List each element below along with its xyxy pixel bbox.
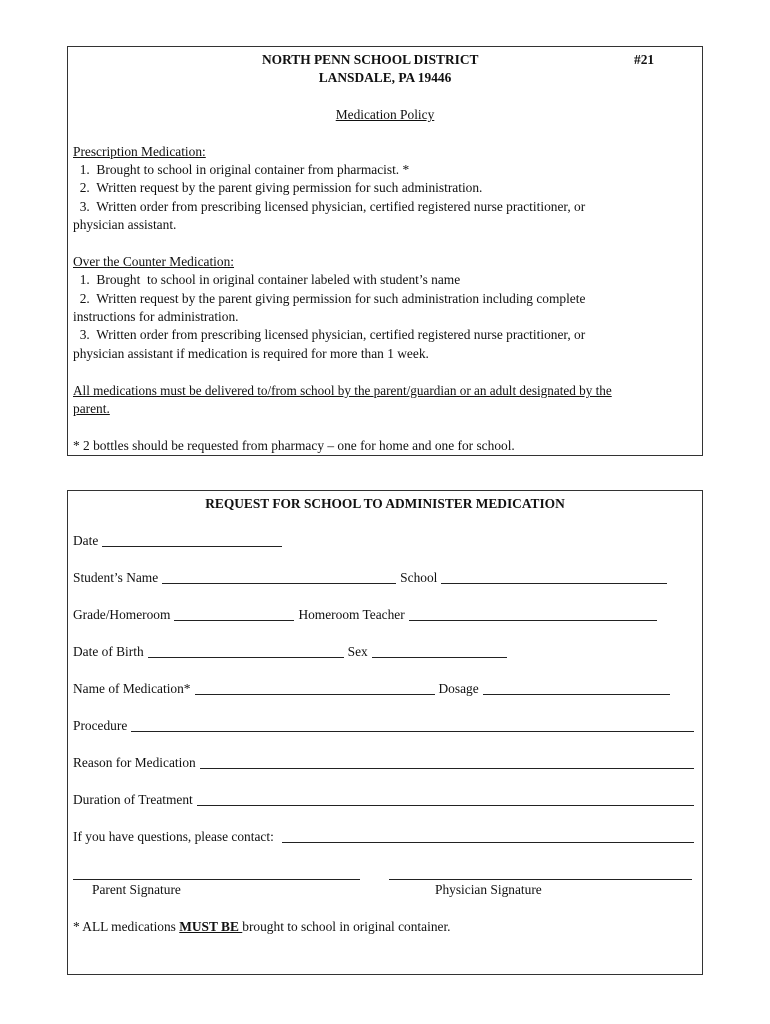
student-row: [73, 568, 694, 586]
district-address: LANSDALE, PA 19446: [318, 70, 452, 85]
procedure-row: [73, 716, 694, 734]
prescription-item-3-cont: physician assistant.: [73, 217, 177, 232]
otc-item-2: 2. Written request by the parent giving permission for such administration including complete: [73, 291, 586, 306]
dosage-label: Dosage: [438, 681, 479, 696]
note-suffix: brought to school in original container.: [242, 919, 451, 934]
medication-row: [73, 679, 694, 697]
form-number: #21: [634, 52, 655, 67]
delivery-rule-cont: parent.: [73, 401, 110, 416]
prescription-item-1: 1. Brought to school in original container from pharmacist. *: [73, 162, 410, 177]
parent-signature-label: Parent Signature: [92, 882, 181, 897]
grade-field[interactable]: [174, 607, 294, 621]
date-field[interactable]: [102, 533, 282, 547]
medication-name-label: Name of Medication*: [73, 681, 191, 696]
note-emphasis: MUST BE: [179, 919, 243, 934]
contact-row: [73, 827, 694, 845]
duration-field[interactable]: [197, 792, 694, 806]
district-name: NORTH PENN SCHOOL DISTRICT: [262, 52, 479, 67]
student-name-field[interactable]: [162, 570, 396, 584]
physician-signature-label: Physician Signature: [435, 882, 542, 897]
dob-field[interactable]: [148, 644, 344, 658]
medication-name-field[interactable]: [195, 681, 435, 695]
sex-label: Sex: [347, 644, 368, 659]
duration-label: Duration of Treatment: [73, 792, 193, 807]
dob-row: [73, 642, 694, 660]
date-row: [73, 531, 694, 549]
procedure-field[interactable]: [131, 718, 694, 732]
school-field[interactable]: [441, 570, 667, 584]
grade-row: [73, 605, 694, 623]
homeroom-teacher-field[interactable]: [409, 607, 657, 621]
physician-signature-line[interactable]: [389, 879, 692, 880]
dosage-field[interactable]: [483, 681, 670, 695]
otc-item-1: 1. Brought to school in original container labeled with student’s name: [73, 272, 461, 287]
delivery-rule: All medications must be delivered to/from school by the parent/guardian or an adult designated by the: [73, 383, 612, 398]
reason-field[interactable]: [200, 755, 694, 769]
grade-label: Grade/Homeroom: [73, 607, 171, 622]
parent-signature-line[interactable]: [73, 879, 360, 880]
bottles-footnote: * 2 bottles should be requested from pharmacy – one for home and one for school.: [73, 438, 515, 453]
reason-label: Reason for Medication: [73, 755, 196, 770]
reason-row: [73, 753, 694, 771]
otc-heading: Over the Counter Medication:: [73, 254, 235, 269]
prescription-heading: Prescription Medication:: [73, 144, 206, 159]
homeroom-teacher-label: Homeroom Teacher: [298, 607, 405, 622]
contact-label: If you have questions, please contact:: [73, 829, 274, 844]
prescription-item-3: 3. Written order from prescribing licensed physician, certified registered nurse practitioner, or: [73, 199, 586, 214]
sex-field[interactable]: [372, 644, 507, 658]
prescription-item-2: 2. Written request by the parent giving permission for such administration.: [73, 180, 483, 195]
medication-policy-section: [67, 46, 703, 456]
form-title: REQUEST FOR SCHOOL TO ADMINISTER MEDICATION: [205, 496, 565, 511]
medication-request-form: [67, 490, 703, 975]
original-container-note: [73, 919, 451, 935]
student-name-label: Student’s Name: [73, 570, 159, 585]
otc-item-3: 3. Written order from prescribing licensed physician, certified registered nurse practitioner, or: [73, 327, 586, 342]
otc-item-2-cont: instructions for administration.: [73, 309, 239, 324]
policy-title: Medication Policy: [335, 107, 435, 122]
procedure-label: Procedure: [73, 718, 128, 733]
contact-field[interactable]: [282, 829, 694, 843]
duration-row: [73, 790, 694, 808]
note-prefix: * ALL medications: [73, 919, 180, 934]
otc-item-3-cont: physician assistant if medication is required for more than 1 week.: [73, 346, 429, 361]
date-label: Date: [73, 533, 99, 548]
dob-label: Date of Birth: [73, 644, 144, 659]
school-label: School: [400, 570, 438, 585]
